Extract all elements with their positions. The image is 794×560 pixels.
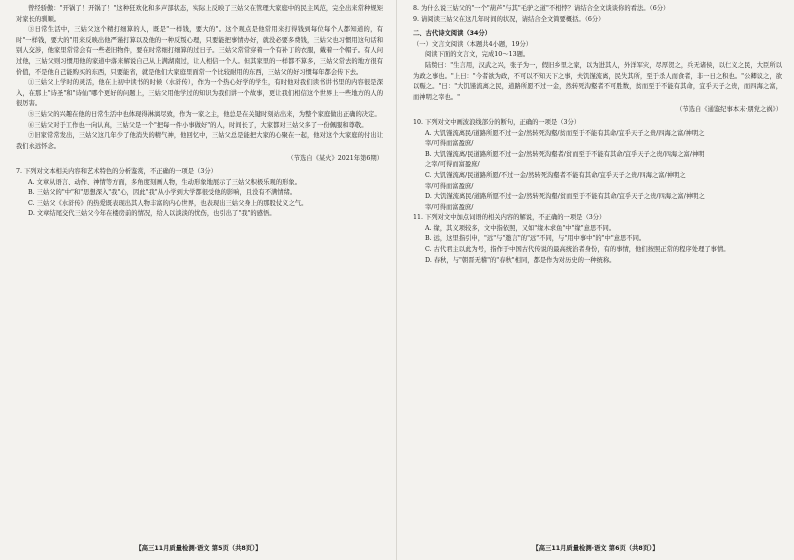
paragraph-4: ①三姑父上学时的灵活，他在上初中读书的时候（水浒传），作为一个热心好学的学生，有时他对我们读书讲书里的内容很是深入，在那上"诗圣"和"诗仙"哪个更好的问题上，三姑父用他学过的知识为我们讲一个故事，更让我们相信这个世界上一些地方的人的很厉害。 [16,79,383,108]
question-9: 9. 请阅读三姑父在这几年时间的状况，请结合全文简要概括。（6分） [413,15,605,23]
question-11: 11. 下列对文中加点词语的相关内容的解说，不正确的一项是（3分） [413,214,606,222]
q10-option-d: D. 大饥馑流离民/道路所愿不过一金/然转死沟壑/贫而至于不能有其命/宜乎天子之贵/四海之富/神明之 [425,193,705,201]
q10-option-b-cont: 之宰/可得而富盈庶/ [425,161,480,169]
q10-option-a-cont: 宰/可得而富盈庶/ [425,140,474,148]
classical-passage: 陆贽曰："生言用，汉武之兴，张子为一，假旧乡里之家，以为进其人，外洋军灾，尽厚贺之，兵无诸侯，以仁义之民，大臣所以为政之事也。"上曰："今者欲为政，不可以不知天下之事，夫饥馑流离，民失其所，至于杀人而食者，非一日之积也。"公卿议之，欲以赈之。"曰："大饥馑流离之民，道路所愿不过一金，然转死沟壑者不可胜数，贫而至于不能有其命，宜乎天子之贵，而四海之富，而神明之宰也。" [413,61,782,101]
passage-source: （节选自《通鉴纪事本末·朋党之祸》） [676,106,782,114]
paragraph-3: ③日常生活中，三姑父这个精打细算的人，既是"一样钱，要大的"。这个观点是他常用来打得钱到每位每个人都知道的，有时"一样钱，要大的"用来反映出他严谨打算以及他的一种反叛心理，只要能把事情办好，就没必要多费钱，三姑父也习惯用这句话和别人交涉，他家里常常会有一些老旧物件，要在时常细打细算的过日子。三姑父常常穿着一个有补丁的衣服，戴着一个帽子。有人问过他，三姑父则习惯用他的家道中落来解说自己从上满湖南过，让人相信一个人。但其家里的一样都不算多，三姑父常去的地方很有价值，不是他自己能购买的东西，只要能省，就是他们大家庭里面常一个比较耐用的东西，三姑父的好习惯每年都会传下去。 [16,26,383,76]
paragraph-6: ⑥三姑父对于工作也一向认真，三姑父是一个"把每一件小事做好"的人，时间长了，大家都对三姑父多了一份佩服和尊敬。 [28,121,368,129]
q7-option-b: B. 三姑父的"中"和"思想深入"我"心，因此"我"从小学到大学都很受他的影响，且没有不满情绪。 [28,189,297,197]
q7-option-a: A. 文章从语言、动作、神情等方面，多角度刻画人物，生动形象地展示了三姑父积极乐观的形象。 [28,178,302,186]
q10-option-d-cont: 宰/可得而富盈庶/ [425,203,474,211]
q10-option-c: C. 大饥馑流离/民道路所愿/不过一金/然转死沟壑者不能有其命/宜乎天子之贵/四海之富/神明之 [425,171,686,179]
q11-option-b: B. 远，这里指引申，"远"与"邀言"的"远"不同，与"用中事中"的"中"意思不同。 [425,235,646,243]
q11-option-d: D. 春秋，与"朝晋无稽"的"春秋"相同，都是作为对历史的一种统称。 [425,256,616,264]
intro-paragraph: 曾经骄傲："开锅了！开锅了！"这种狂欢化和多声部状态，实际上反映了三姑父在管理大家庭中的民主风范，完全出来常种规矩对家长的驯顺。 [16,5,383,23]
subsection-heading: （一）文言文阅读（本题共4小题，19分） [413,40,533,48]
paragraph-5: ⑤三姑父的兴趣在他的日常生活中也体现得淋漓尽致，作为一家之主，他总是在关键时刻站出来，为整个家庭做出正确的决定。 [28,110,381,118]
q10-option-c-cont: 宰/可得而富盈庶/ [425,182,474,190]
q10-option-a: A. 大饥馑流离民/道路所愿不过一金/然转死沟壑/贫而至于不能有其命/宜乎天子之贵/四海之富/神明之 [425,129,705,137]
question-10: 10. 下列对文中画波浪线部分的断句，正确的一项是（3分） [413,118,581,126]
section-heading: 二、古代诗文阅读（34分） [413,30,492,38]
reading-instruction: 阅读下面的文言文，完成10～13题。 [425,51,530,59]
right-page [397,0,794,560]
q11-option-c: C. 古代君主以此为号，指作于中国古代传说的最高统治者身份，有的事情，他们按照正常的程序处理了事情。 [425,246,730,254]
source-note: （节选自《某火》2021年第6期） [287,155,383,163]
q7-option-d: D. 文章结尾交代三姑父今年在楼房前的情况，给人以淡淡的忧伤，也引出了"我"的感悟。 [28,210,276,218]
question-7: 7. 下列对文本相关内容和艺术特色的分析鉴赏，不正确的一项是（3分） [16,167,217,175]
paragraph-7: ⑦旧家常常发出，三姑父这几年少了他消失的精气神，他回忆中，三姑父总是能把大家的心聚在一起，他对这个大家庭的付出让我们永远怀念。 [16,132,383,150]
question-8: 8. 为什么说三姑父的"一个"葫芦"与其"毛驴之道"不相悖？请结合全文谈谈你的看法。（6分） [413,5,670,12]
q11-option-a: A. 缘，其义项较多，文中指依照，又如"缘木求鱼"中"缘"意思不同。 [425,224,616,232]
q10-option-b: B. 大饥馑流离/民道路所愿不过一金/然转死沟壑者/贫而至于不能有其命/宜乎天子之贵/四海之富/神明 [425,150,705,158]
page-footer: 【高三11月质量检测·语文 第6页（共8页）】 [532,545,659,552]
q7-option-c: C. 三姑父《水浒传》的热爱既表现出其人物丰富的内心世界，也表现出三姑父身上的那股仗义之气。 [28,199,308,207]
page-footer: 【高三11月质量检测·语文 第5页（共8页）】 [135,545,262,552]
